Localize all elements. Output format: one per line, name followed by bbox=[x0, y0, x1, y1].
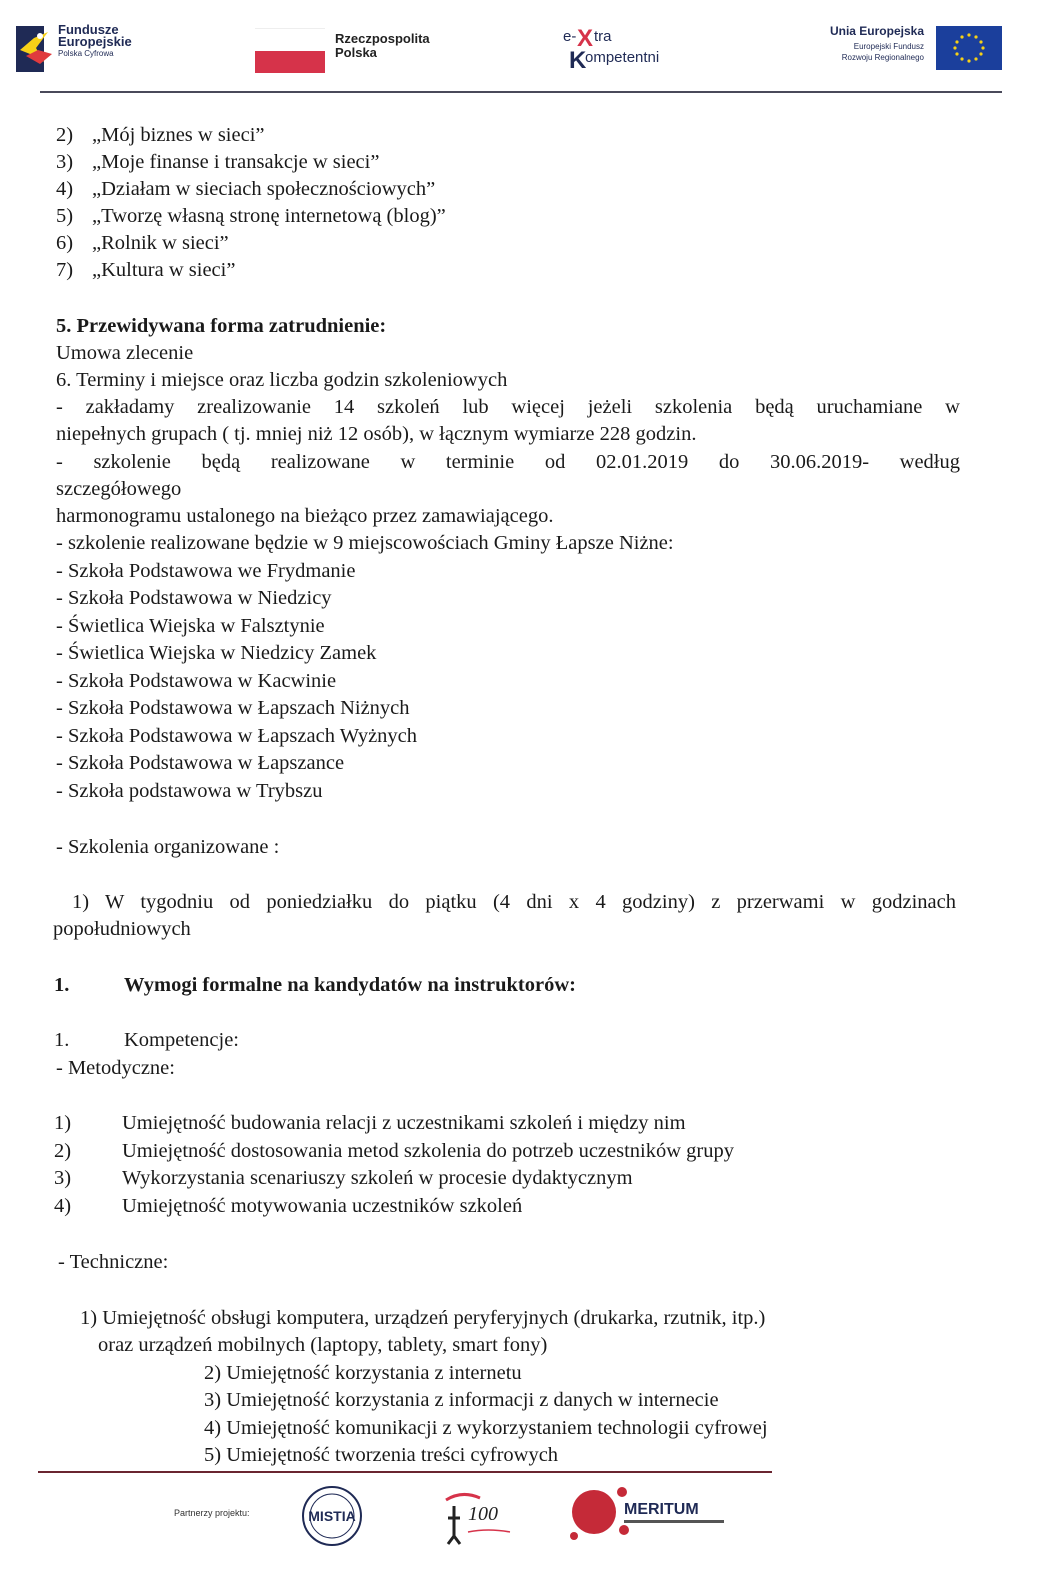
methodical-item-number: 1) bbox=[54, 1112, 72, 1134]
eu-line3: Rozwoju Regionalnego bbox=[841, 53, 924, 62]
page-footer bbox=[0, 1480, 1037, 1570]
eu-flag-icon bbox=[936, 26, 1002, 70]
competences-number: 1. bbox=[54, 1029, 70, 1051]
topic-2: „Mój biznes w sieci” bbox=[92, 124, 265, 146]
technical-label: - Techniczne: bbox=[58, 1251, 169, 1273]
methodical-label: - Metodyczne: bbox=[56, 1057, 175, 1079]
topic-7: „Kultura w sieci” bbox=[92, 259, 236, 281]
paragraph-trainings-count-cont: niepełnych grupach ( tj. mniej niż 12 osób), w łącznym wymiarze 228 godzin. bbox=[56, 423, 697, 445]
svg-text:ompetentni: ompetentni bbox=[585, 49, 660, 66]
topic-4-number: 4) bbox=[56, 178, 74, 200]
location-item: - Świetlica Wiejska w Falsztynie bbox=[56, 615, 325, 637]
competences-label: Kompetencje: bbox=[124, 1029, 239, 1051]
meritum-logo bbox=[564, 1484, 734, 1548]
section-5-value: Umowa zlecenie bbox=[56, 342, 194, 364]
location-item: - Szkoła Podstawowa w Łapszance bbox=[56, 752, 345, 774]
paragraph-schedule: harmonogramu ustalonego na bieżąco przez zamawiającego. bbox=[56, 505, 554, 527]
mistia-logo bbox=[300, 1484, 364, 1548]
topic-7-number: 7) bbox=[56, 259, 74, 281]
methodical-item: Umiejętność motywowania uczestników szkoleń bbox=[122, 1195, 523, 1217]
topic-3-number: 3) bbox=[56, 151, 74, 173]
organized-text: 1) W tygodniu od poniedziałku do piątku (4 dni x 4 godziny) z przerwami w godzinach bbox=[72, 891, 956, 913]
methodical-item-number: 3) bbox=[54, 1167, 72, 1189]
location-item: - Szkoła Podstawowa w Kacwinie bbox=[56, 670, 337, 692]
eu-line1: Unia Europejska bbox=[829, 24, 924, 38]
fe-line2: Europejskie bbox=[58, 34, 132, 49]
organized-text-cont: popołudniowych bbox=[53, 918, 191, 940]
location-item: - Szkoła Podstawowa we Frydmanie bbox=[56, 560, 356, 582]
topic-5-number: 5) bbox=[56, 205, 74, 227]
anniversary-logo bbox=[440, 1488, 520, 1548]
methodical-item-number: 2) bbox=[54, 1140, 72, 1162]
extra-kompetentni-logo bbox=[563, 24, 693, 74]
technical-item: 5) Umiejętność tworzenia treści cyfrowych bbox=[204, 1444, 559, 1466]
fundusze-europejskie-logo bbox=[14, 22, 132, 79]
location-item: - Szkoła Podstawowa w Łapszach Niżnych bbox=[56, 697, 410, 719]
page-header bbox=[0, 0, 1037, 100]
organized-label: - Szkolenia organizowane : bbox=[56, 836, 280, 858]
polish-flag-icon bbox=[255, 28, 325, 72]
location-item: - Szkoła podstawowa w Trybszu bbox=[56, 780, 323, 802]
location-item: - Szkoła Podstawowa w Łapszach Wyżnych bbox=[56, 725, 418, 747]
paragraph-trainings-count: - zakładamy zrealizowanie 14 szkoleń lub więcej jeżeli szkolenia będą uruchamiane w bbox=[56, 396, 960, 418]
svg-text:e-: e- bbox=[563, 28, 577, 45]
header-divider bbox=[40, 91, 1002, 93]
paragraph-locations-intro: - szkolenie realizowane będzie w 9 miejscowościach Gminy Łapsze Niżne: bbox=[56, 532, 674, 554]
eu-line2: Europejski Fundusz bbox=[853, 42, 924, 51]
topic-5: „Tworzę własną stronę internetową (blog)” bbox=[92, 205, 446, 227]
methodical-item: Umiejętność budowania relacji z uczestnikami szkoleń i między nim bbox=[122, 1112, 686, 1134]
requirements-heading: Wymogi formalne na kandydatów na instruktorów: bbox=[124, 974, 576, 996]
svg-text:K: K bbox=[569, 47, 587, 74]
fe-line3: Polska Cyfrowa bbox=[58, 49, 114, 58]
technical-item: 2) Umiejętność korzystania z internetu bbox=[204, 1362, 522, 1384]
fe-star-icon bbox=[14, 24, 54, 74]
technical-item: 1) Umiejętność obsługi komputera, urządzeń peryferyjnych (drukarka, rzutnik, itp.) bbox=[80, 1307, 766, 1329]
partners-label: Partnerzy projektu: bbox=[174, 1508, 250, 1518]
fe-line1: Fundusze bbox=[58, 22, 119, 37]
requirements-number: 1. bbox=[54, 974, 70, 996]
methodical-item: Umiejętność dostosowania metod szkolenia do potrzeb uczestników grupy bbox=[122, 1140, 735, 1162]
location-item: - Szkoła Podstawowa w Niedzicy bbox=[56, 587, 332, 609]
svg-text:X: X bbox=[577, 25, 594, 52]
rp-line1: Rzeczpospolita bbox=[335, 31, 430, 46]
mistia-text: MISTIA bbox=[308, 1508, 356, 1524]
technical-item-cont: oraz urządzeń mobilnych (laptopy, tablety, smart fony) bbox=[98, 1334, 548, 1356]
meritum-text: MERITUM bbox=[624, 1501, 699, 1518]
methodical-item-number: 4) bbox=[54, 1195, 72, 1217]
technical-item: 4) Umiejętność komunikacji z wykorzystaniem technologii cyfrowej bbox=[204, 1417, 768, 1439]
paragraph-dates-cont: szczegółowego bbox=[56, 478, 182, 500]
footer-divider bbox=[38, 1471, 772, 1473]
topic-4: „Działam w sieciach społecznościowych” bbox=[92, 178, 436, 200]
topic-6-number: 6) bbox=[56, 232, 74, 254]
technical-item: 3) Umiejętność korzystania z informacji z danych w internecie bbox=[204, 1389, 719, 1411]
topic-3: „Moje finanse i transakcje w sieci” bbox=[92, 151, 380, 173]
topic-6: „Rolnik w sieci” bbox=[92, 232, 229, 254]
methodical-item: Wykorzystania scenariuszy szkoleń w procesie dydaktycznym bbox=[122, 1167, 633, 1189]
rp-line2: Polska bbox=[335, 45, 377, 60]
svg-text:tra: tra bbox=[594, 28, 612, 45]
topic-2-number: 2) bbox=[56, 124, 74, 146]
section-6-heading: 6. Terminy i miejsce oraz liczba godzin szkoleniowych bbox=[56, 369, 508, 391]
section-5-heading: 5. Przewidywana forma zatrudnienie: bbox=[56, 315, 387, 337]
location-item: - Świetlica Wiejska w Niedzicy Zamek bbox=[56, 642, 377, 664]
paragraph-dates: - szkolenie będą realizowane w terminie od 02.01.2019 do 30.06.2019- według bbox=[56, 451, 960, 473]
anniversary-text: 100 bbox=[468, 1503, 498, 1525]
